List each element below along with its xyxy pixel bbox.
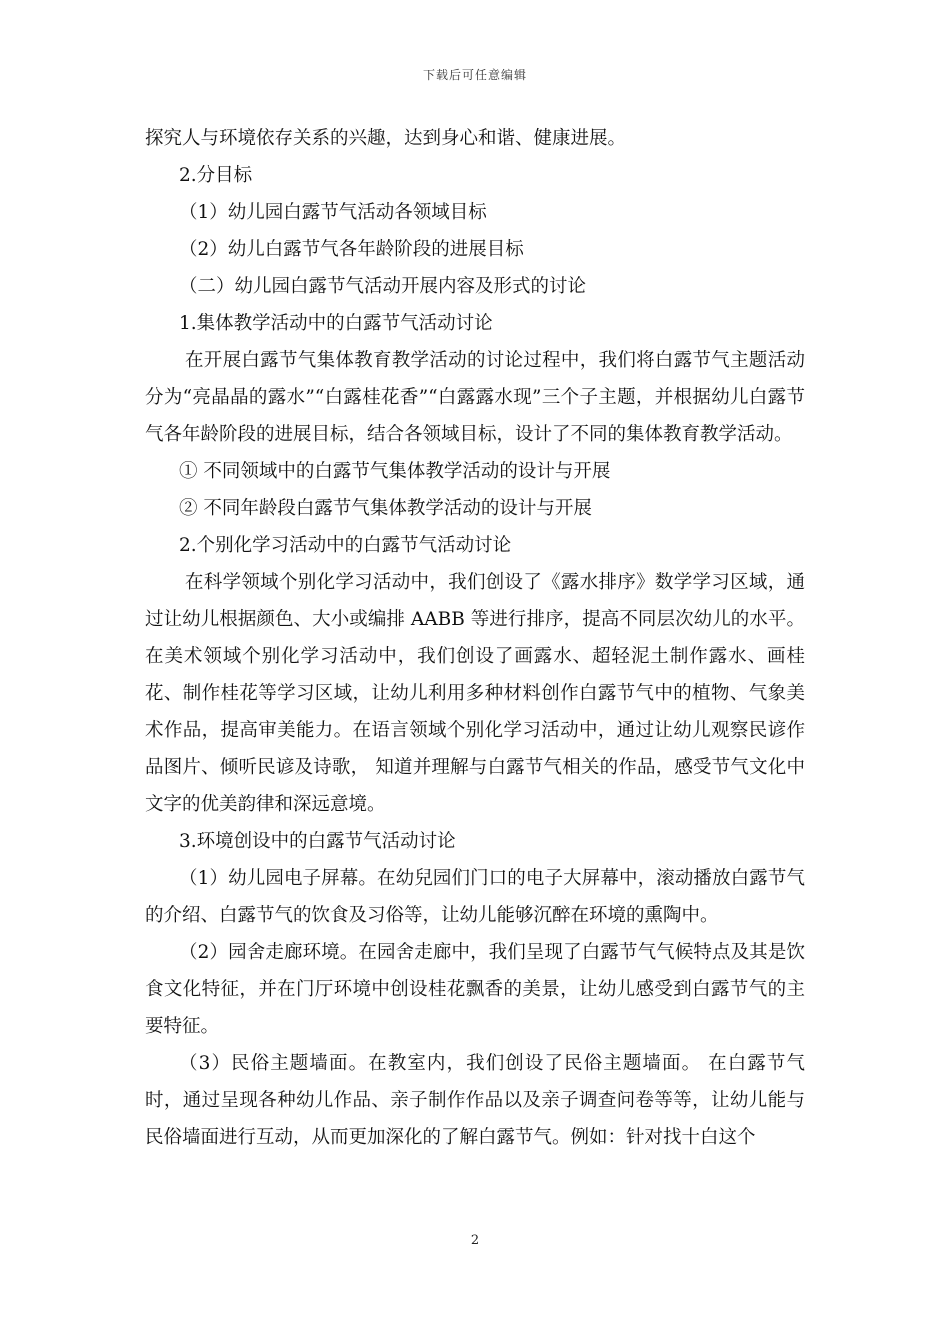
heading-group-teaching: 1.集体教学活动中的白露节气活动讨论 <box>179 313 493 334</box>
heading-environment: 3.环境创设中的白露节气活动讨论 <box>179 831 456 852</box>
paragraph-folk-wall: （3）民俗主题墙面。在教室内，我们创设了民俗主题墙面。 在白露节气时，通过呈现各种幼儿作品、亲子制作作品以及亲子调查问卷等等，让幼儿能与民俗墙面进行互动，从而更加深化的了解白露节气。例如：针对找十白这个 <box>145 1053 805 1148</box>
paragraph-group-teaching: 在开展白露节气集体教育教学活动的讨论过程中，我们将白露节气主题活动分为“亮晶晶的露水”“白露桂花香”“白露露水现”三个子主题，并根据幼儿白露节气各年龄阶段的进展目标，结合各领域目标，设计了不同的集体教育教学活动。 <box>145 350 805 445</box>
document-body <box>145 120 805 1156</box>
page-number: 2 <box>470 1233 480 1248</box>
list-item-domains: ① 不同领域中的白露节气集体教学活动的设计与开展 <box>179 461 611 482</box>
list-item-age-goals: （2）幼儿白露节气各年龄阶段的进展目标 <box>179 239 524 260</box>
list-item-age-groups: ② 不同年龄段白露节气集体教学活动的设计与开展 <box>179 498 592 519</box>
paragraph-individual-learning: 在科学领域个别化学习活动中，我们创设了《露水排序》数学学习区域，通过让幼儿根据颜色、大小或编排 AABB 等进行排序，提高不同层次幼儿的水平。在美术领域个别化学习活动中，我们创设了画露水、超轻泥土制作露水、画桂花、制作桂花等学习区域，让幼儿利用多种材料创作白露节气中的植物、气象美术作品，提高审美能力。在语言领域个别化学习活动中，通过让幼儿观察民谚作品图片、倾听民谚及诗歌， 知道并理解与白露节气相关的作品，感受节气文化中文字的优美韵律和深远意境。 <box>145 572 805 815</box>
paragraph-electronic-screen: （1）幼儿园电子屏幕。在幼兒园们门口的电子大屏幕中，滚动播放白露节气的介绍、白露节气的饮食及习俗等，让幼儿能够沉醉在环境的熏陶中。 <box>145 868 805 926</box>
list-item-domain-goals: （1）幼儿园白露节气活动各领域目标 <box>179 202 487 223</box>
page-header: 下载后可任意编辑 <box>422 68 527 82</box>
heading-sub-goals: 2.分目标 <box>179 165 253 186</box>
heading-section-two: （二）幼儿园白露节气活动开展内容及形式的讨论 <box>179 276 587 297</box>
paragraph-continuation: 探究人与环境依存关系的兴趣，达到身心和谐、健康进展。 <box>145 128 627 149</box>
paragraph-corridor: （2）园舍走廊环境。在园舍走廊中，我们呈现了白露节气气候特点及其是饮食文化特征，并在门厅环境中创设桂花飘香的美景，让幼儿感受到白露节气的主要特征。 <box>145 942 805 1037</box>
heading-individual-learning: 2.个别化学习活动中的白露节气活动讨论 <box>179 535 512 556</box>
